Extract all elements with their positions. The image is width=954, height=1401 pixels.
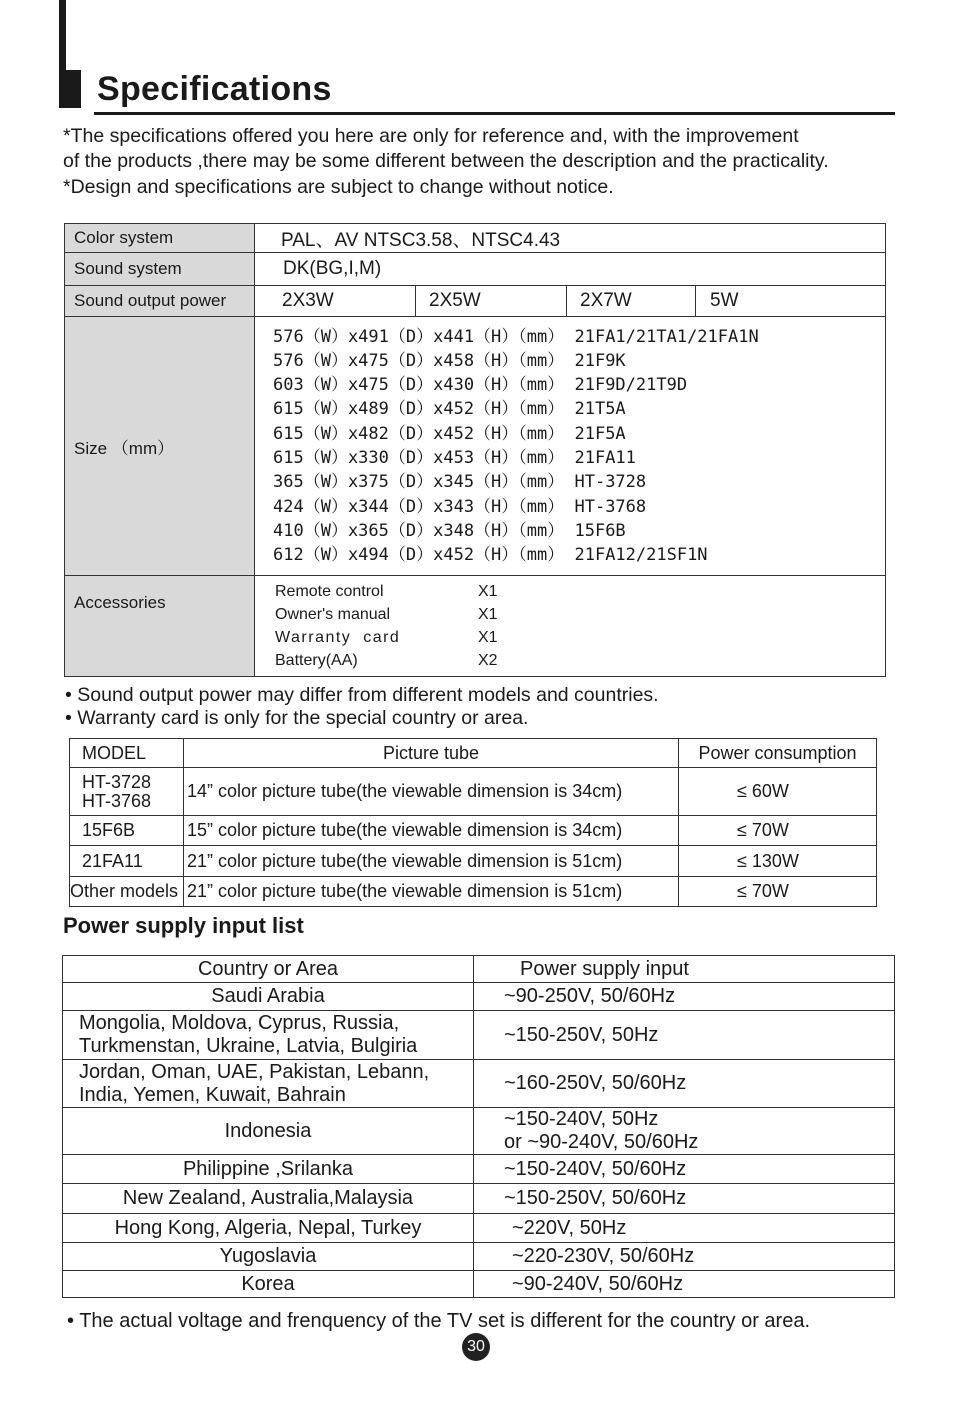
input-cell: ~150-250V, 50/60Hz	[474, 1184, 895, 1214]
title-underline	[94, 112, 895, 115]
input-cell: ~90-250V, 50/60Hz	[474, 983, 895, 1011]
size-item: 603（W）x475（D）x430（H）（mm） 21F9D/21T9D	[273, 375, 688, 396]
power-supply-footnote: • The actual voltage and frenquency of the TV set is different for the country or area.	[67, 1310, 810, 1332]
sound-system-value: DK(BG,I,M)	[255, 253, 886, 286]
power-cell: ≤ 60W	[679, 768, 877, 816]
accessory-qty: X1	[478, 583, 498, 600]
size-item: 615（W）x330（D）x453（H）（mm） 21FA11	[273, 448, 636, 468]
accessory-item	[275, 649, 885, 672]
input-cell: ~150-240V, 50/60Hz	[474, 1155, 895, 1184]
size-item: 612（W）x494（D）x452（H）（mm） 21FA12/21SF1N	[273, 545, 708, 566]
area-cell: Jordan, Oman, UAE, Pakistan, Lebann, India, Yemen, Kuwait, Bahrain	[63, 1060, 474, 1108]
input-cell: ~160-250V, 50/60Hz	[474, 1060, 895, 1108]
intro-line-3: *Design and specifications are subject to change without notice.	[63, 176, 614, 198]
sound-power-value: 2X3W	[255, 286, 416, 317]
area-cell: Korea	[63, 1271, 474, 1298]
model-header: MODEL	[70, 739, 184, 768]
input-cell: ~90-240V, 50/60Hz	[474, 1271, 895, 1298]
accessory-qty: X2	[478, 652, 498, 669]
accessory-item	[275, 603, 885, 626]
accessory-qty: X1	[478, 629, 498, 646]
sound-power-value: 2X7W	[567, 286, 696, 317]
accessory-name: Battery(AA)	[275, 652, 358, 669]
tube-cell: 15” color picture tube(the viewable dimension is 34cm)	[184, 816, 679, 846]
spec-table	[64, 223, 886, 677]
input-cell: ~220-230V, 50/60Hz	[474, 1243, 895, 1271]
area-cell: Saudi Arabia	[63, 983, 474, 1011]
size-item: 365（W）x375（D）x345（H）（mm） HT-3728	[273, 472, 647, 493]
area-cell: Philippine ,Srilanka	[63, 1155, 474, 1184]
input-cell: ~150-250V, 50Hz	[474, 1011, 895, 1060]
sound-system-label: Sound system	[65, 253, 255, 286]
tube-header: Picture tube	[184, 739, 679, 768]
sound-power-value: 5W	[696, 286, 886, 317]
area-cell: Yugoslavia	[63, 1243, 474, 1271]
input-header: Power supply input	[474, 956, 895, 983]
tube-cell: 21” color picture tube(the viewable dimension is 51cm)	[184, 846, 679, 877]
power-supply-table	[62, 955, 895, 1298]
size-item: 615（W）x489（D）x452（H）（mm） 21T5A	[273, 399, 626, 420]
intro-line-2: of the products ,there may be some different between the description and the practicality.	[63, 150, 829, 172]
bullet-note: • Sound output power may differ from different models and countries.	[65, 684, 659, 706]
size-item: 576（W）x475（D）x458（H）（mm） 21F9K	[273, 350, 626, 371]
size-label: Size （mm）	[65, 317, 255, 576]
power-cell: ≤ 130W	[679, 846, 877, 877]
accessories-list	[255, 576, 886, 677]
color-system-label: Color system	[65, 224, 255, 253]
accessory-name: Owner's manual	[275, 606, 391, 623]
model-cell: HT-3728 HT-3768	[70, 768, 184, 816]
accessory-name: Warranty card	[275, 629, 401, 646]
color-system-value: PAL、AV NTSC3.58、NTSC4.43	[255, 224, 886, 253]
model-cell: Other models	[70, 877, 184, 907]
model-table	[69, 738, 877, 907]
power-cell: ≤ 70W	[679, 816, 877, 846]
model-cell: 15F6B	[70, 816, 184, 846]
tube-cell: 21” color picture tube(the viewable dimension is 51cm)	[184, 877, 679, 907]
model-cell: 21FA11	[70, 846, 184, 877]
input-cell: ~150-240V, 50Hz or ~90-240V, 50/60Hz	[474, 1108, 895, 1155]
accessories-label: Accessories	[65, 576, 255, 677]
accessory-item	[275, 580, 885, 603]
area-cell: New Zealand, Australia,Malaysia	[63, 1184, 474, 1214]
accessory-name: Remote control	[275, 583, 384, 600]
tube-cell: 14” color picture tube(the viewable dimension is 34cm)	[184, 768, 679, 816]
power-cell: ≤ 70W	[679, 877, 877, 907]
page-number: 30	[462, 1333, 490, 1361]
area-cell: Hong Kong, Algeria, Nepal, Turkey	[63, 1214, 474, 1243]
size-item: 615（W）x482（D）x452（H）（mm） 21F5A	[273, 423, 626, 444]
bullet-note: • Warranty card is only for the special country or area.	[65, 707, 529, 729]
size-list	[255, 317, 886, 576]
size-item: 576（W）x491（D）x441（H）（mm） 21FA1/21TA1/21FA1N	[273, 326, 759, 347]
power-header: Power consumption	[679, 739, 877, 768]
size-item: 424（W）x344（D）x343（H）（mm） HT-3768	[273, 496, 647, 517]
sound-power-value: 2X5W	[416, 286, 567, 317]
size-item: 410（W）x365（D）x348（H）（mm） 15F6B	[273, 520, 626, 541]
area-cell: Indonesia	[63, 1108, 474, 1155]
sound-power-label: Sound output power	[65, 286, 255, 317]
intro-line-1: *The specifications offered you here are only for reference and, with the improvement	[63, 125, 799, 147]
accessory-qty: X1	[478, 606, 498, 623]
page-title: Specifications	[97, 70, 332, 108]
input-cell: ~220V, 50Hz	[474, 1214, 895, 1243]
area-header: Country or Area	[63, 956, 474, 983]
accessory-item	[275, 626, 885, 649]
area-cell: Mongolia, Moldova, Cyprus, Russia, Turkmenstan, Ukraine, Latvia, Bulgiria	[63, 1011, 474, 1060]
header-block-marker	[59, 70, 81, 108]
power-supply-title: Power supply input list	[63, 913, 304, 938]
